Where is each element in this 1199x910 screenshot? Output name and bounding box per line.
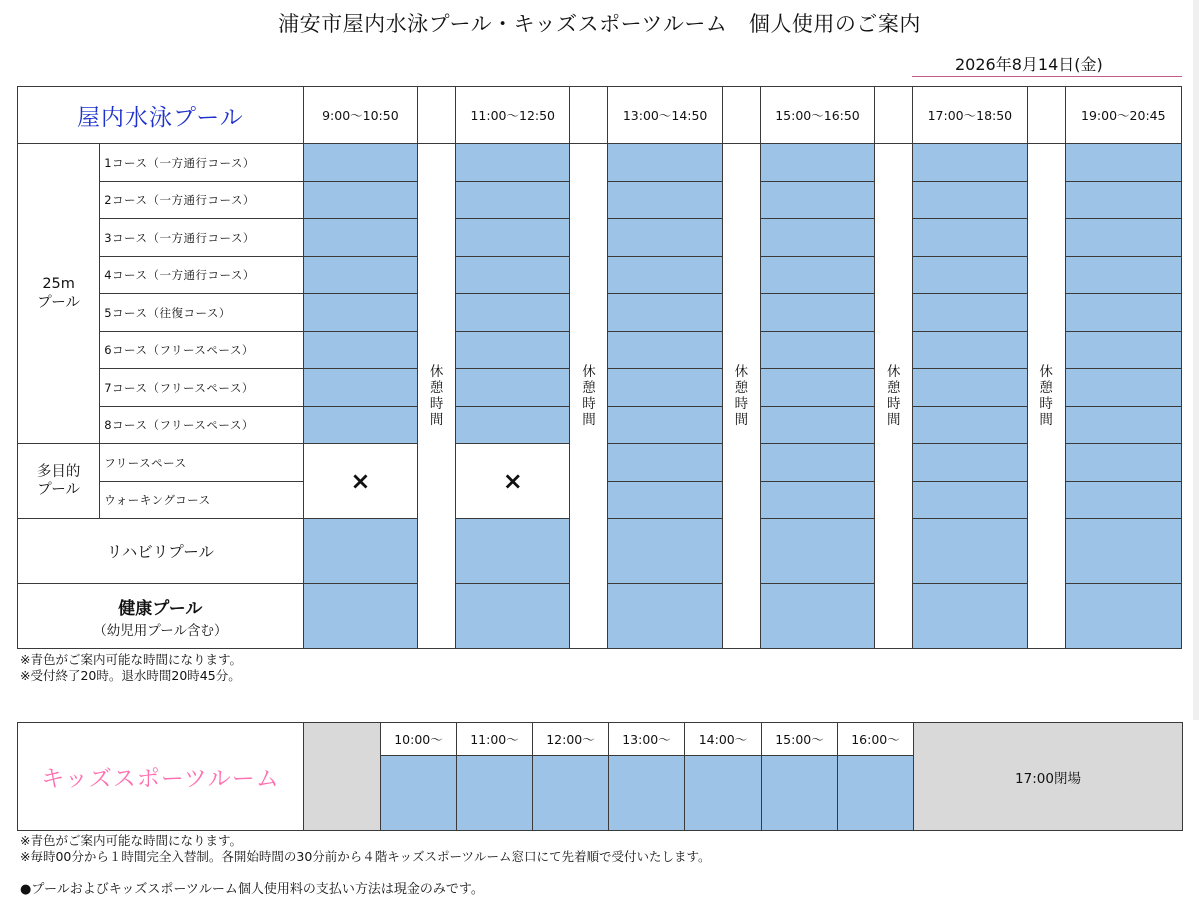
kids-header-row	[18, 723, 1183, 756]
break-char: 間	[1039, 412, 1053, 429]
kids-slot-5-header: 14:00～	[685, 723, 762, 756]
pool-slot-5-header: 17:00～18:50	[913, 87, 1027, 144]
slot-cell-available	[1065, 294, 1181, 332]
kids-slot-cell-available	[381, 756, 457, 831]
slot-cell-available	[608, 369, 722, 407]
break-char: 間	[886, 412, 901, 429]
slot-cell-available	[913, 407, 1027, 444]
pool-slot-2-header: 11:00～12:50	[456, 87, 570, 144]
page-edge-shadow	[1193, 0, 1199, 720]
slot-cell-available	[456, 257, 570, 294]
kids-schedule-table	[17, 722, 1183, 831]
slot-cell-available	[456, 332, 570, 369]
health-title: 健康プール	[118, 598, 203, 619]
multi-label-free-space: フリースペース	[100, 444, 304, 482]
slot-cell-available	[303, 257, 417, 294]
pool-slot-3-header: 13:00～14:50	[608, 87, 722, 144]
kids-note-1: ※青色がご案内可能な時間になります。	[20, 833, 242, 848]
break-column-3	[722, 144, 760, 649]
slot-cell-available	[760, 294, 874, 332]
break-char: 時	[886, 396, 901, 412]
kids-slot-1-header: 10:00～	[381, 723, 457, 756]
pool-schedule-table	[17, 86, 1182, 649]
slot-cell-available	[608, 332, 722, 369]
rehab-label: リハビリプール	[18, 519, 304, 584]
slot-cell-available	[303, 332, 417, 369]
unavailable-mark-slot-1: ×	[303, 444, 417, 519]
course-label-5: 5コース（往復コース）	[100, 294, 304, 332]
page-title: 浦安市屋内水泳プール・キッズスポーツルーム 個人使用のご案内	[278, 12, 921, 36]
slot-cell-available	[760, 444, 874, 482]
slot-cell-available	[456, 294, 570, 332]
slot-cell-available	[760, 407, 874, 444]
break-column-4	[875, 144, 913, 649]
slot-cell-available	[913, 257, 1027, 294]
kids-slot-4-header: 13:00～	[609, 723, 685, 756]
kids-slot-cell-available	[762, 756, 838, 831]
break-header-2	[570, 87, 608, 144]
course-label-8: 8コース（フリースペース）	[100, 407, 304, 444]
slot-cell-available	[1065, 257, 1181, 294]
pool-slot-6-header: 19:00～20:45	[1065, 87, 1181, 144]
slot-cell-available	[303, 294, 417, 332]
slot-cell-available	[913, 444, 1027, 482]
break-char: 休	[582, 363, 596, 380]
break-char: 間	[429, 412, 444, 429]
health-label	[18, 584, 304, 649]
slot-cell-available	[913, 182, 1027, 219]
course-label-7: 7コース（フリースペース）	[100, 369, 304, 407]
course-row-1	[18, 144, 1182, 182]
break-header-3	[722, 87, 760, 144]
kids-slot-cell-available	[838, 756, 914, 831]
group-25m-text: 25m プール	[37, 276, 80, 311]
slot-cell-available	[456, 369, 570, 407]
kids-heading: キッズスポーツルーム	[18, 723, 304, 831]
course-label-3: 3コース（一方通行コース）	[100, 219, 304, 257]
slot-cell-available	[913, 482, 1027, 519]
slot-cell-available	[303, 182, 417, 219]
break-char: 休	[1039, 363, 1053, 380]
slot-cell-available	[913, 219, 1027, 257]
break-char: 時	[429, 396, 444, 412]
pool-slot-1-header: 9:00～10:50	[303, 87, 417, 144]
slot-cell-available	[456, 144, 570, 182]
kids-slot-3-header: 12:00～	[533, 723, 609, 756]
slot-cell-available	[303, 519, 417, 584]
kids-slot-6-header: 15:00～	[762, 723, 838, 756]
slot-cell-available	[760, 519, 874, 584]
break-char: 休	[886, 363, 901, 380]
group-multi-label	[18, 444, 100, 519]
pool-header-row	[18, 87, 1182, 144]
schedule-date: 2026年8月14日(金)	[955, 55, 1103, 74]
slot-cell-available	[608, 519, 722, 584]
slot-cell-available	[1065, 407, 1181, 444]
slot-cell-available	[608, 182, 722, 219]
slot-cell-available	[1065, 219, 1181, 257]
slot-cell-available	[1065, 584, 1181, 649]
kids-note-2: ※毎時00分から１時間完全入替制。各開始時間の30分前から４階キッズスポーツルーム窓口にて先着順で受付いたします。	[20, 849, 711, 864]
slot-cell-available	[760, 482, 874, 519]
slot-cell-available	[1065, 444, 1181, 482]
break-column-5	[1027, 144, 1065, 649]
kids-slot-cell-available	[533, 756, 609, 831]
break-char: 休	[429, 363, 444, 380]
course-label-4: 4コース（一方通行コース）	[100, 257, 304, 294]
break-char: 憩	[886, 379, 901, 396]
slot-cell-available	[608, 219, 722, 257]
kids-closed-label: 17:00閉場	[914, 723, 1183, 831]
slot-cell-available	[456, 407, 570, 444]
slot-cell-available	[1065, 182, 1181, 219]
break-char: 間	[734, 412, 749, 429]
break-char: 憩	[1039, 379, 1053, 396]
slot-cell-available	[913, 519, 1027, 584]
break-header-4	[875, 87, 913, 144]
slot-cell-available	[608, 407, 722, 444]
slot-cell-available	[456, 182, 570, 219]
slot-cell-available	[760, 219, 874, 257]
slot-cell-available	[456, 219, 570, 257]
break-char: 憩	[734, 379, 749, 396]
kids-slot-2-header: 11:00～	[457, 723, 533, 756]
slot-cell-available	[1065, 482, 1181, 519]
slot-cell-available	[303, 144, 417, 182]
break-char: 間	[582, 412, 596, 429]
break-column-1	[418, 144, 456, 649]
unavailable-mark-slot-2: ×	[456, 444, 570, 519]
kids-slot-cell-available	[457, 756, 533, 831]
kids-slot-7-header: 16:00～	[838, 723, 914, 756]
break-header-5	[1027, 87, 1065, 144]
slot-cell-available	[1065, 519, 1181, 584]
pool-note-1: ※青色がご案内可能な時間になります。	[20, 652, 242, 667]
break-char: 時	[1039, 396, 1053, 412]
break-char: 憩	[429, 379, 444, 396]
slot-cell-available	[913, 584, 1027, 649]
multi-label-walking: ウォーキングコース	[100, 482, 304, 519]
payment-note: ●プールおよびキッズスポーツルーム個人使用料の支払い方法は現金のみです。	[20, 882, 484, 897]
slot-cell-available	[608, 257, 722, 294]
break-char: 憩	[582, 379, 596, 396]
slot-cell-available	[1065, 369, 1181, 407]
course-label-6: 6コース（フリースペース）	[100, 332, 304, 369]
health-subtitle: （幼児用プール含む）	[93, 622, 228, 639]
break-column-2	[570, 144, 608, 649]
slot-cell-available	[456, 584, 570, 649]
slot-cell-available	[456, 519, 570, 584]
slot-cell-available	[760, 257, 874, 294]
break-header-1	[418, 87, 456, 144]
slot-cell-available	[303, 369, 417, 407]
date-underline	[912, 76, 1182, 77]
slot-cell-available	[1065, 332, 1181, 369]
slot-cell-available	[608, 444, 722, 482]
kids-closed-morning	[304, 723, 381, 831]
slot-cell-available	[913, 369, 1027, 407]
slot-cell-available	[760, 144, 874, 182]
slot-cell-available	[913, 332, 1027, 369]
kids-slot-cell-available	[685, 756, 762, 831]
slot-cell-available	[303, 584, 417, 649]
slot-cell-available	[760, 369, 874, 407]
slot-cell-available	[608, 584, 722, 649]
slot-cell-available	[608, 482, 722, 519]
slot-cell-available	[760, 332, 874, 369]
pool-heading: 屋内水泳プール	[18, 87, 304, 144]
slot-cell-available	[608, 294, 722, 332]
slot-cell-available	[608, 144, 722, 182]
break-char: 休	[734, 363, 749, 380]
slot-cell-available	[1065, 144, 1181, 182]
group-25m-label	[18, 144, 100, 444]
break-char: 時	[734, 396, 749, 412]
slot-cell-available	[760, 182, 874, 219]
course-label-2: 2コース（一方通行コース）	[100, 182, 304, 219]
kids-slot-cell-available	[609, 756, 685, 831]
pool-slot-4-header: 15:00～16:50	[760, 87, 874, 144]
pool-note-2: ※受付終了20時。退水時間20時45分。	[20, 668, 241, 683]
break-char: 時	[582, 396, 596, 412]
group-multi-text: 多目的 プール	[36, 463, 81, 498]
course-label-1: 1コース（一方通行コース）	[100, 144, 304, 182]
slot-cell-available	[303, 219, 417, 257]
slot-cell-available	[760, 584, 874, 649]
slot-cell-available	[913, 144, 1027, 182]
slot-cell-available	[913, 294, 1027, 332]
slot-cell-available	[303, 407, 417, 444]
